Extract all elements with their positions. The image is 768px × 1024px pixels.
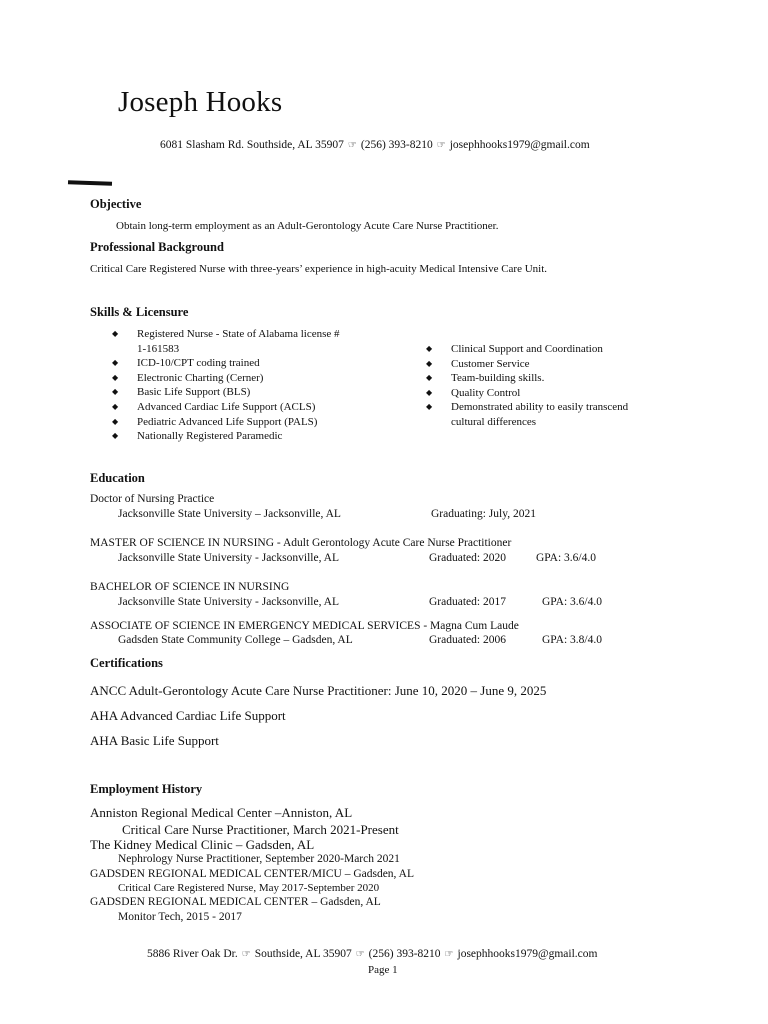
bullet-icon: ◆ — [112, 387, 119, 397]
objective-text: Obtain long-term employment as an Adult-Gerontology Acute Care Nurse Practitioner. — [116, 220, 499, 232]
bullet-icon: ◆ — [426, 373, 433, 383]
footer-phone: (256) 393-8210 — [368, 948, 441, 960]
footer-address: 5886 River Oak Dr. — [147, 948, 238, 960]
resume-name: Joseph Hooks — [118, 86, 283, 118]
background-heading: Professional Background — [90, 240, 224, 254]
list-item: ◆ Advanced Cardiac Life Support (ACLS) — [112, 400, 316, 413]
job-title: Critical Care Registered Nurse, May 2017-September 2020 — [118, 882, 380, 894]
footer-email: josephhooks1979@gmail.com — [457, 948, 598, 960]
education-gpa: GPA: 3.6/4.0 — [536, 552, 596, 564]
certifications-heading: Certifications — [90, 656, 163, 670]
list-item: ◆ Basic Life Support (BLS) — [112, 386, 251, 399]
phone: (256) 393-8210 — [360, 139, 433, 151]
skills-heading: Skills & Licensure — [90, 305, 189, 319]
skills-right-list — [426, 342, 628, 430]
education-school: Jacksonville State University – Jacksonville, AL — [118, 508, 341, 520]
education-date: Graduated: 2020 — [429, 552, 506, 564]
contact-line — [160, 139, 590, 151]
bullet-icon: ◆ — [426, 344, 433, 353]
certification-item: AHA Advanced Cardiac Life Support — [90, 708, 286, 723]
education-gpa: GPA: 3.8/4.0 — [542, 634, 602, 646]
education-degree: MASTER OF SCIENCE IN NURSING - Adult Gerontology Acute Care Nurse Practitioner — [90, 537, 512, 549]
bullet-icon: ◆ — [112, 431, 119, 441]
list-item: ◆ Demonstrated ability to easily transcend cultural differences — [426, 401, 629, 428]
education-date: Graduated: 2006 — [429, 634, 506, 646]
pointing-hand-icon: ☞ — [436, 140, 446, 151]
footer-contact-line — [147, 948, 597, 960]
address: 6081 Slasham Rd. Southside, AL 35907 — [160, 139, 344, 151]
education-degree: Doctor of Nursing Practice — [90, 493, 215, 505]
education-degree: ASSOCIATE OF SCIENCE IN EMERGENCY MEDICAL SERVICES - Magna Cum Laude — [90, 620, 519, 632]
email: josephhooks1979@gmail.com — [449, 139, 590, 151]
employer: The Kidney Medical Clinic – Gadsden, AL — [90, 837, 315, 852]
job-title: Monitor Tech, 2015 - 2017 — [118, 911, 242, 923]
list-item: ◆ Electronic Charting (Cerner) — [112, 371, 264, 384]
list-item: ◆ Nationally Registered Paramedic — [112, 430, 283, 443]
bullet-icon: ◆ — [112, 372, 119, 382]
education-school: Jacksonville State University - Jacksonville, AL — [118, 596, 340, 608]
bullet-icon: ◆ — [426, 358, 433, 368]
list-item: ◆ ICD-10/CPT coding trained — [112, 357, 260, 370]
bullet-icon: ◆ — [426, 402, 433, 412]
education-school: Gadsden State Community College – Gadsden, AL — [118, 634, 353, 646]
list-item: ◆ Registered Nurse - State of Alabama license # 1-161583 — [112, 328, 340, 355]
list-item: ◆ Pediatric Advanced Life Support (PALS) — [112, 415, 318, 428]
certification-item: ANCC Adult-Gerontology Acute Care Nurse Practitioner: June 10, 2020 – June 9, 2025 — [90, 683, 547, 698]
education-gpa: GPA: 3.6/4.0 — [542, 596, 602, 608]
job-title: Nephrology Nurse Practitioner, September 2020-March 2021 — [118, 853, 400, 865]
employment-heading: Employment History — [90, 782, 203, 796]
employer: Anniston Regional Medical Center –Anniston, AL — [90, 805, 353, 820]
education-date: Graduated: 2017 — [429, 596, 506, 608]
job-title: Critical Care Nurse Practitioner, March 2021-Present — [122, 822, 399, 837]
pointing-hand-icon: ☞ — [444, 949, 454, 960]
bullet-icon: ◆ — [112, 358, 119, 368]
list-item: ◆ Quality Control — [426, 386, 521, 399]
pointing-hand-icon: ☞ — [241, 949, 251, 960]
footer-city: Southside, AL 35907 — [254, 948, 352, 960]
education-degree: BACHELOR OF SCIENCE IN NURSING — [90, 581, 290, 593]
skills-left-list — [112, 327, 340, 444]
employer: GADSDEN REGIONAL MEDICAL CENTER/MICU – Gadsden, AL — [90, 868, 414, 880]
education-school: Jacksonville State University - Jacksonville, AL — [118, 552, 340, 564]
background-text: Critical Care Registered Nurse with three-years’ experience in high-acuity Medical Intensive Care Unit. — [90, 263, 548, 275]
decorative-rule — [68, 180, 112, 186]
bullet-icon: ◆ — [112, 416, 119, 426]
list-item: ◆ Team-building skills. — [426, 372, 545, 385]
bullet-icon: ◆ — [112, 401, 119, 411]
pointing-hand-icon: ☞ — [355, 949, 365, 960]
certification-item: AHA Basic Life Support — [90, 733, 219, 748]
education-heading: Education — [90, 471, 145, 485]
page-number: Page 1 — [368, 964, 398, 976]
list-item: ◆ Clinical Support and Coordination — [426, 343, 603, 355]
education-date: Graduating: July, 2021 — [431, 508, 536, 520]
objective-heading: Objective — [90, 197, 142, 211]
bullet-icon: ◆ — [112, 329, 119, 338]
list-item: ◆ Customer Service — [426, 357, 530, 370]
bullet-icon: ◆ — [426, 387, 433, 397]
pointing-hand-icon: ☞ — [347, 140, 357, 151]
employer: GADSDEN REGIONAL MEDICAL CENTER – Gadsden, AL — [90, 896, 381, 908]
